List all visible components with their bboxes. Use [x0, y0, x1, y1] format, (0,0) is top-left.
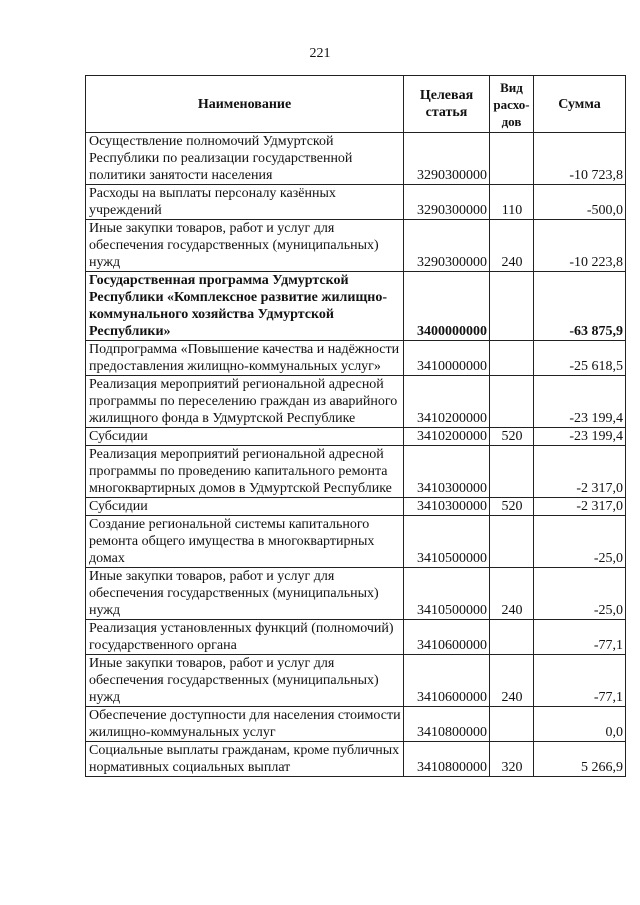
cell-name: Иные закупки товаров, работ и услуг для обеспечения государственных (муниципальных) нужд [86, 220, 404, 272]
cell-sum: -10 223,8 [534, 220, 626, 272]
cell-sum: -77,1 [534, 655, 626, 707]
cell-target-code: 3410800000 [404, 742, 490, 777]
cell-target-code: 3410200000 [404, 428, 490, 446]
cell-name: Субсидии [86, 498, 404, 516]
cell-name: Обеспечение доступности для населения стоимости жилищно-коммунальных услуг [86, 707, 404, 742]
table-row [86, 272, 626, 341]
table-row [86, 498, 626, 516]
cell-expense-kind [490, 272, 534, 341]
cell-expense-kind [490, 133, 534, 185]
cell-sum: -25 618,5 [534, 341, 626, 376]
cell-name: Иные закупки товаров, работ и услуг для обеспечения государственных (муниципальных) нужд [86, 655, 404, 707]
header-kind: Вид расхо-дов [490, 76, 534, 133]
cell-expense-kind: 520 [490, 498, 534, 516]
cell-expense-kind [490, 620, 534, 655]
cell-target-code: 3400000000 [404, 272, 490, 341]
cell-name: Субсидии [86, 428, 404, 446]
cell-sum: -63 875,9 [534, 272, 626, 341]
cell-sum: -25,0 [534, 568, 626, 620]
cell-sum: 0,0 [534, 707, 626, 742]
cell-expense-kind: 110 [490, 185, 534, 220]
cell-name: Осуществление полномочий Удмуртской Республики по реализации государственной политики занятости населения [86, 133, 404, 185]
cell-target-code: 3290300000 [404, 220, 490, 272]
table-row [86, 428, 626, 446]
cell-target-code: 3410500000 [404, 568, 490, 620]
budget-table [85, 75, 626, 777]
cell-expense-kind: 240 [490, 220, 534, 272]
cell-name: Расходы на выплаты персоналу казённых учреждений [86, 185, 404, 220]
cell-expense-kind: 520 [490, 428, 534, 446]
cell-name: Государственная программа Удмуртской Республики «Комплексное развитие жилищно-коммунального хозяйства Удмуртской Республики» [86, 272, 404, 341]
table-row [86, 620, 626, 655]
cell-sum: -10 723,8 [534, 133, 626, 185]
cell-target-code: 3410600000 [404, 620, 490, 655]
table-row [86, 446, 626, 498]
header-sum: Сумма [534, 76, 626, 133]
cell-expense-kind [490, 516, 534, 568]
cell-expense-kind [490, 376, 534, 428]
cell-sum: -23 199,4 [534, 376, 626, 428]
cell-name: Социальные выплаты гражданам, кроме публичных нормативных социальных выплат [86, 742, 404, 777]
table-row [86, 516, 626, 568]
table-row [86, 133, 626, 185]
cell-target-code: 3410000000 [404, 341, 490, 376]
page-number: 221 [309, 46, 331, 61]
table-row [86, 742, 626, 777]
header-code: Целевая статья [404, 76, 490, 133]
cell-expense-kind [490, 446, 534, 498]
cell-sum: -23 199,4 [534, 428, 626, 446]
cell-target-code: 3290300000 [404, 133, 490, 185]
cell-expense-kind [490, 707, 534, 742]
cell-target-code: 3410800000 [404, 707, 490, 742]
cell-name: Реализация мероприятий региональной адресной программы по переселению граждан из аварийного жилищного фонда в Удмуртской Республике [86, 376, 404, 428]
table-row [86, 220, 626, 272]
cell-name: Реализация установленных функций (полномочий) государственного органа [86, 620, 404, 655]
table-row [86, 655, 626, 707]
cell-name: Реализация мероприятий региональной адресной программы по проведению капитального ремонта многоквартирных домов в Удмуртской Республике [86, 446, 404, 498]
cell-expense-kind: 240 [490, 568, 534, 620]
cell-sum: -2 317,0 [534, 498, 626, 516]
cell-name: Создание региональной системы капитального ремонта общего имущества в многоквартирных домах [86, 516, 404, 568]
cell-sum: 5 266,9 [534, 742, 626, 777]
header-name: Наименование [86, 76, 404, 133]
cell-sum: -25,0 [534, 516, 626, 568]
cell-target-code: 3410500000 [404, 516, 490, 568]
cell-expense-kind: 320 [490, 742, 534, 777]
cell-target-code: 3410600000 [404, 655, 490, 707]
cell-target-code: 3410300000 [404, 498, 490, 516]
cell-target-code: 3290300000 [404, 185, 490, 220]
table-body [86, 133, 626, 777]
cell-name: Подпрограмма «Повышение качества и надёжности предоставления жилищно-коммунальных услуг» [86, 341, 404, 376]
cell-expense-kind: 240 [490, 655, 534, 707]
cell-sum: -77,1 [534, 620, 626, 655]
cell-sum: -2 317,0 [534, 446, 626, 498]
cell-expense-kind [490, 341, 534, 376]
table-row [86, 707, 626, 742]
cell-sum: -500,0 [534, 185, 626, 220]
table-row [86, 568, 626, 620]
table-row [86, 376, 626, 428]
cell-target-code: 3410200000 [404, 376, 490, 428]
table-header-row [86, 76, 626, 133]
cell-name: Иные закупки товаров, работ и услуг для обеспечения государственных (муниципальных) нужд [86, 568, 404, 620]
table-row [86, 341, 626, 376]
cell-target-code: 3410300000 [404, 446, 490, 498]
table-row [86, 185, 626, 220]
